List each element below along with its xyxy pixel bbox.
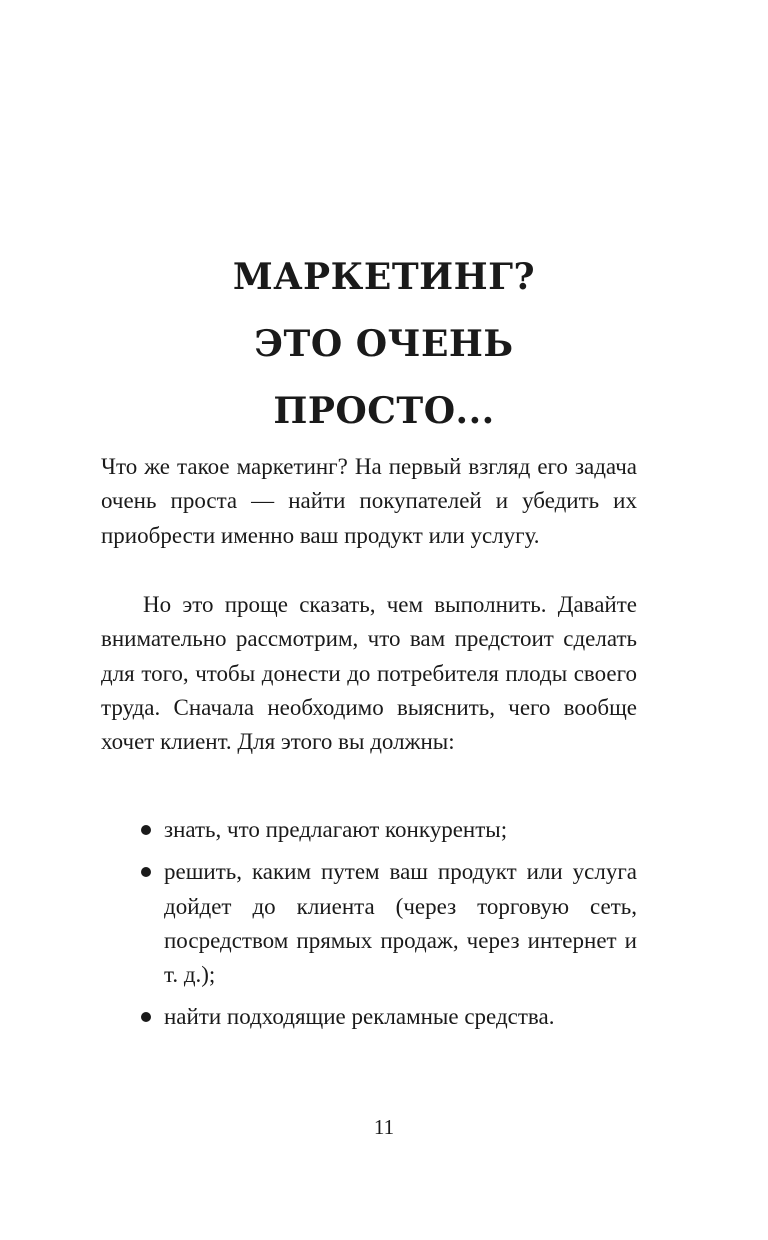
paragraph: Что же такое маркетинг? На первый взгляд его задача очень проста — найти покупателей и убедить их приобрести именно ваш продукт или услугу.	[101, 454, 637, 548]
list-item-text: решить, каким путем ваш продукт или услуга дойдет до клиента (через торговую сеть, посредством прямых продаж, через интернет и т. д.);	[164, 859, 637, 988]
chapter-title-line: ЭТО ОЧЕНЬ	[254, 323, 514, 365]
list-item	[101, 813, 637, 847]
list-item-text: найти подходящие рекламные средства.	[164, 1004, 555, 1030]
bullet-icon	[141, 825, 151, 835]
page-number: 11	[373, 1115, 395, 1139]
bullet-list	[101, 813, 637, 1043]
chapter-title-line: ПРОСТО...	[273, 390, 495, 432]
list-item-text: знать, что предлагают конкуренты;	[164, 817, 508, 842]
bullet-icon	[141, 1012, 151, 1022]
list-item	[101, 1000, 637, 1034]
chapter-title	[0, 244, 768, 445]
paragraph: Но это проще сказать, чем выполнить. Давайте внимательно рассмотрим, что вам предстоит сделать для того, чтобы донести до потребителя плоды своего труда. Сначала необходимо выяснить, чего вообще хочет клиент. Для этого вы должны:	[101, 592, 637, 755]
list-item	[101, 855, 637, 992]
bullet-icon	[141, 867, 151, 877]
chapter-title-line: МАРКЕТИНГ?	[232, 256, 536, 298]
